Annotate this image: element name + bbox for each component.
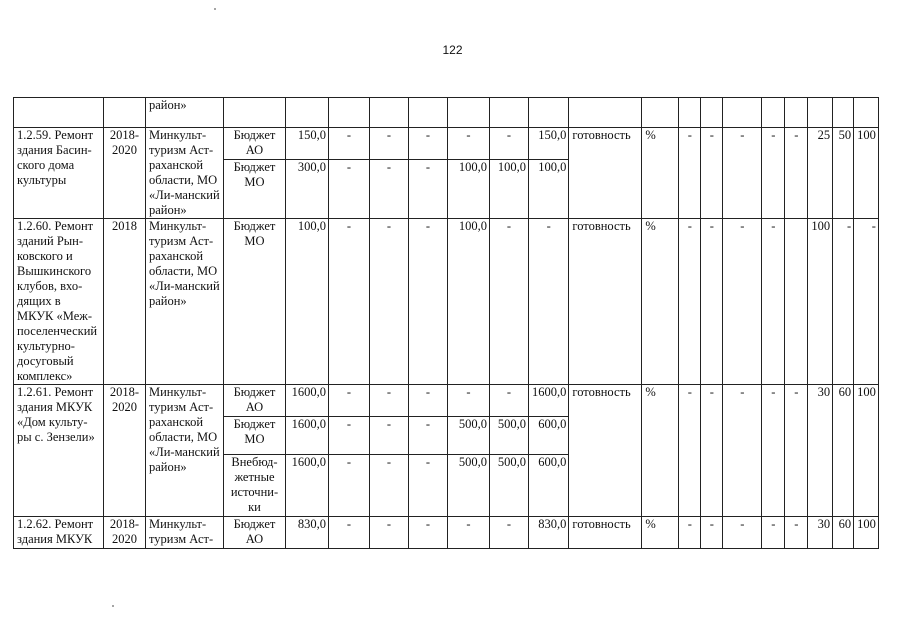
executor: Минкульт-туризм Аст-раханской области, МО «Ли-манский район» xyxy=(146,219,224,385)
funding-source: Бюджет АО xyxy=(224,385,286,417)
indicator-target: - xyxy=(785,128,808,219)
scan-speck xyxy=(214,8,216,10)
period: 2018-2020 xyxy=(104,128,146,219)
measure-name: 1.2.61. Ремонт здания МКУК «Дом культу-ры с. Зензели» xyxy=(14,385,104,517)
year-amount: - xyxy=(329,385,370,417)
indicator-target: - xyxy=(833,219,854,385)
table-row xyxy=(14,128,879,160)
year-amount: - xyxy=(370,128,409,160)
page-number: 122 xyxy=(442,43,463,57)
table-row xyxy=(14,517,879,549)
indicator-name: готовность xyxy=(569,517,642,549)
year-amount: - xyxy=(409,517,448,549)
year-amount: - xyxy=(529,219,569,385)
indicator-name: готовность xyxy=(569,385,642,517)
indicator-target: 100 xyxy=(854,385,879,517)
year-amount: - xyxy=(329,517,370,549)
year-amount: 500,0 xyxy=(490,455,529,517)
year-amount: - xyxy=(370,455,409,517)
indicator-name: готовность xyxy=(569,128,642,219)
funding-total: 150,0 xyxy=(286,128,329,160)
indicator-target: 60 xyxy=(833,385,854,517)
year-amount: - xyxy=(329,128,370,160)
indicator-target: - xyxy=(701,385,723,517)
indicator-target: - xyxy=(723,517,762,549)
indicator-target: - xyxy=(723,385,762,517)
funding-source: Бюджет МО xyxy=(224,219,286,385)
indicator-target: 100 xyxy=(854,517,879,549)
continuation-row xyxy=(14,98,879,128)
funding-source: Внебюд-жетные источни-ки xyxy=(224,455,286,517)
indicator-target: - xyxy=(679,517,701,549)
year-amount: 830,0 xyxy=(529,517,569,549)
indicator-target: 100 xyxy=(808,219,833,385)
indicator-target: 30 xyxy=(808,385,833,517)
year-amount: - xyxy=(409,385,448,417)
measure-name: 1.2.60. Ремонт зданий Рын-ковского и Вышкинского клубов, вхо-дящих в МКУК «Меж-поселенческий культурно-досуговый комплекс» xyxy=(14,219,104,385)
funding-source: Бюджет МО xyxy=(224,417,286,455)
year-amount: - xyxy=(370,385,409,417)
indicator-target: - xyxy=(701,517,723,549)
year-amount: 100,0 xyxy=(529,160,569,219)
year-amount: - xyxy=(370,219,409,385)
funding-total: 300,0 xyxy=(286,160,329,219)
year-amount: - xyxy=(329,417,370,455)
funding-total: 100,0 xyxy=(286,219,329,385)
indicator-target: - xyxy=(679,219,701,385)
indicator-target: - xyxy=(679,128,701,219)
table-row xyxy=(14,385,879,417)
year-amount: - xyxy=(370,417,409,455)
year-amount: 500,0 xyxy=(448,455,490,517)
executor: Минкульт-туризм Аст- xyxy=(146,517,224,549)
year-amount: 100,0 xyxy=(490,160,529,219)
indicator-target: - xyxy=(854,219,879,385)
indicator-target: - xyxy=(723,128,762,219)
year-amount: - xyxy=(370,160,409,219)
year-amount: - xyxy=(409,417,448,455)
period: 2018 xyxy=(104,219,146,385)
indicator-target: - xyxy=(723,219,762,385)
scan-speck xyxy=(112,605,114,607)
year-amount: - xyxy=(409,455,448,517)
funding-total: 1600,0 xyxy=(286,455,329,517)
year-amount: 100,0 xyxy=(448,160,490,219)
year-amount: 500,0 xyxy=(448,417,490,455)
year-amount: - xyxy=(409,128,448,160)
indicator-target xyxy=(785,219,808,385)
period: 2018-2020 xyxy=(104,517,146,549)
year-amount: - xyxy=(329,455,370,517)
indicator-target: - xyxy=(679,385,701,517)
year-amount: - xyxy=(448,128,490,160)
executor: Минкульт-туризм Аст-раханской области, МО «Ли-манский район» xyxy=(146,385,224,517)
year-amount: 100,0 xyxy=(448,219,490,385)
year-amount: 500,0 xyxy=(490,417,529,455)
indicator-unit: % xyxy=(642,128,679,219)
year-amount: - xyxy=(490,219,529,385)
executor-fragment: район» xyxy=(146,98,224,128)
funding-total: 1600,0 xyxy=(286,385,329,417)
year-amount: - xyxy=(370,517,409,549)
indicator-target: 50 xyxy=(833,128,854,219)
indicator-target: - xyxy=(785,517,808,549)
indicator-unit: % xyxy=(642,219,679,385)
measure-name: 1.2.59. Ремонт здания Басин-ского дома культуры xyxy=(14,128,104,219)
indicator-target: - xyxy=(701,219,723,385)
year-amount: - xyxy=(490,517,529,549)
year-amount: - xyxy=(329,219,370,385)
measure-name: 1.2.62. Ремонт здания МКУК xyxy=(14,517,104,549)
indicator-target: 25 xyxy=(808,128,833,219)
indicator-target: - xyxy=(762,219,785,385)
indicator-target: 60 xyxy=(833,517,854,549)
indicator-target: - xyxy=(762,385,785,517)
indicator-target: - xyxy=(785,385,808,517)
funding-total: 1600,0 xyxy=(286,417,329,455)
year-amount: 600,0 xyxy=(529,455,569,517)
indicator-target: - xyxy=(762,517,785,549)
funding-source: Бюджет АО xyxy=(224,128,286,160)
funding-source: Бюджет МО xyxy=(224,160,286,219)
year-amount: - xyxy=(329,160,370,219)
program-table xyxy=(13,97,879,549)
indicator-target: - xyxy=(701,128,723,219)
executor: Минкульт-туризм Аст-раханской области, МО «Ли-манский район» xyxy=(146,128,224,219)
year-amount: - xyxy=(409,219,448,385)
indicator-name: готовность xyxy=(569,219,642,385)
year-amount: - xyxy=(448,385,490,417)
year-amount: - xyxy=(409,160,448,219)
table-row xyxy=(14,219,879,385)
indicator-unit: % xyxy=(642,517,679,549)
year-amount: - xyxy=(490,128,529,160)
year-amount: - xyxy=(490,385,529,417)
indicator-unit: % xyxy=(642,385,679,517)
period: 2018-2020 xyxy=(104,385,146,517)
year-amount: 1600,0 xyxy=(529,385,569,417)
indicator-target: 30 xyxy=(808,517,833,549)
indicator-target: 100 xyxy=(854,128,879,219)
year-amount: - xyxy=(448,517,490,549)
indicator-target: - xyxy=(762,128,785,219)
year-amount: 600,0 xyxy=(529,417,569,455)
funding-source: Бюджет АО xyxy=(224,517,286,549)
year-amount: 150,0 xyxy=(529,128,569,160)
funding-total: 830,0 xyxy=(286,517,329,549)
